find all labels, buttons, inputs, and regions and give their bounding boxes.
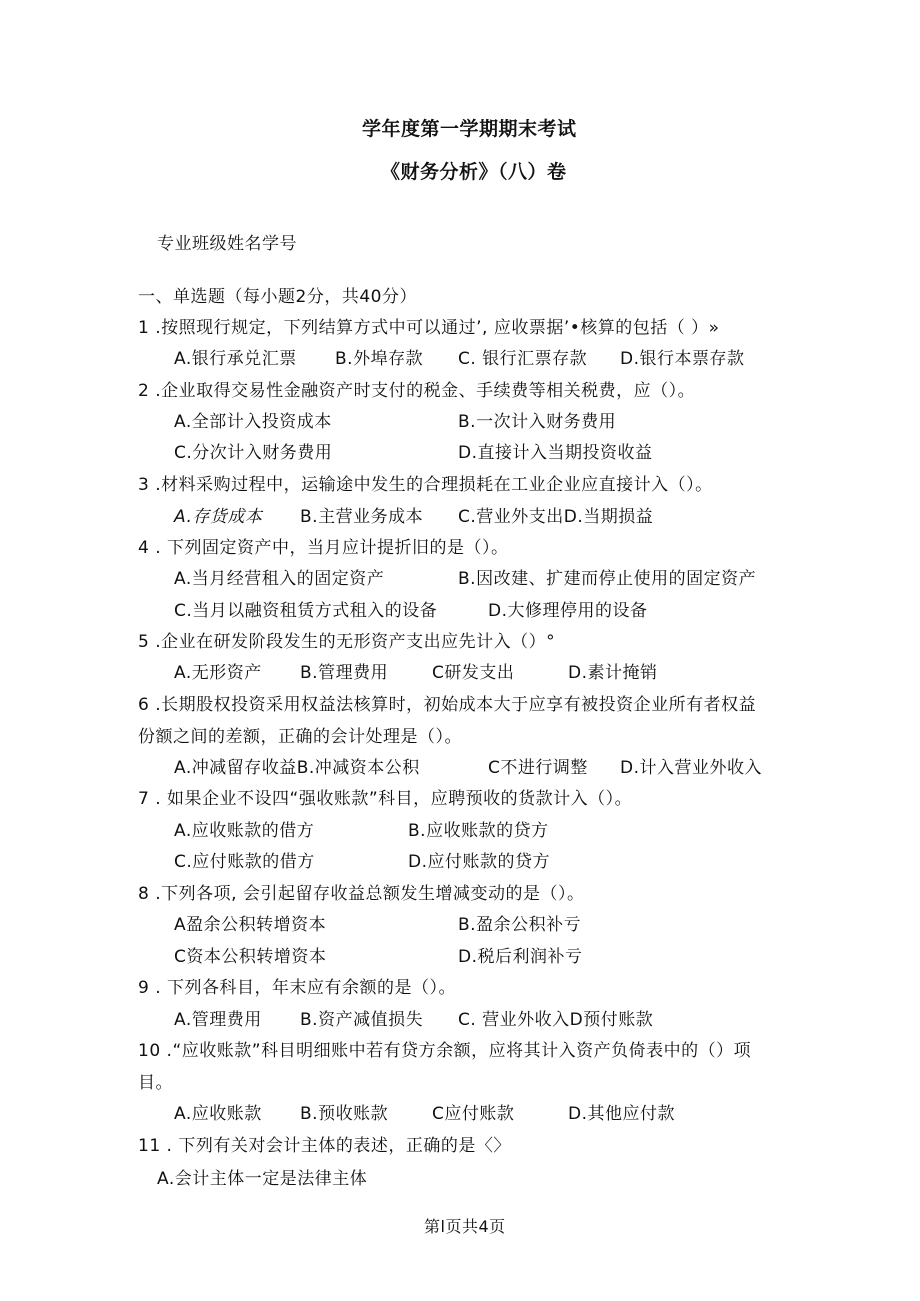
option-8b: B.盈余公积补亏 — [458, 915, 582, 935]
question-9 — [138, 977, 456, 999]
option-5d: D.素计掩销 — [568, 663, 658, 683]
option-1a: A.银行承兑汇票 — [174, 349, 297, 369]
question-text: .按照现行规定，下列结算方式中可以通过’, 应收票据’•核算的包括（ ）» — [155, 318, 720, 338]
option-10d: D.其他应付款 — [568, 1104, 675, 1124]
question-11 — [138, 1135, 511, 1157]
question-number: 2 — [138, 381, 150, 401]
question-6 — [138, 694, 756, 716]
option-9b: B.资产减值损失 — [300, 1010, 424, 1030]
question-number: 11 — [138, 1136, 161, 1156]
question-text: . 下列各科目，年末应有余额的是（）。 — [155, 978, 457, 998]
question-10 — [138, 1040, 751, 1062]
question-number: 5 — [138, 632, 150, 652]
question-text: .材料采购过程中，运输途中发生的合理损耗在工业企业应直接计入（）。 — [155, 475, 713, 495]
question-number: 9 — [138, 978, 150, 998]
question-8 — [138, 883, 584, 905]
option-6a: A.冲减留存收益B.冲减资本公积 — [174, 758, 420, 778]
option-10b: B.预收账款 — [300, 1104, 389, 1124]
question-text: .企业在研发阶段发生的无形资产支出应先计入（）° — [155, 632, 556, 652]
option-9a: A.管理费用 — [174, 1010, 262, 1030]
question-1 — [138, 317, 720, 339]
option-1d: D.银行本票存款 — [620, 349, 745, 369]
option-5c: C研发支出 — [432, 663, 515, 683]
question-10-continued: 目。 — [138, 1073, 173, 1093]
option-2d: D.直接计入当期投资收益 — [458, 443, 653, 463]
student-info: 专业班级姓名学号 — [157, 234, 297, 254]
option-1b: B.外埠存款 — [335, 349, 424, 369]
option-5a: A.无形资产 — [174, 663, 262, 683]
option-4d: D.大修理停用的设备 — [488, 601, 648, 621]
question-4 — [138, 537, 509, 559]
question-7 — [138, 788, 632, 810]
option-5b: B.管理费用 — [300, 663, 389, 683]
option-7b: B.应收账款的贷方 — [408, 821, 549, 841]
question-3 — [138, 474, 713, 496]
option-8c: C资本公积转增资本 — [174, 947, 327, 967]
option-4c: C.当月以融资租赁方式租入的设备 — [174, 601, 438, 621]
question-text: . 下列有关对会计主体的表述，正确的是〈〉 — [166, 1136, 511, 1156]
option-8d: D.税后利润补亏 — [458, 947, 583, 967]
exam-title: 学年度第一学期期末考试 — [362, 118, 577, 140]
option-7a: A.应收账款的借方 — [174, 821, 315, 841]
question-number: 4 — [138, 538, 150, 558]
question-number: 8 — [138, 884, 150, 904]
question-number: 6 — [138, 695, 150, 715]
option-4a: A.当月经营租入的固定资产 — [174, 569, 385, 589]
question-number: 3 — [138, 475, 150, 495]
option-6d: D.计入营业外收入 — [620, 758, 762, 778]
option-8a: A盈余公积转增资本 — [174, 915, 327, 935]
question-text: . 如果企业不设四“强收账款”科目，应聘预收的货款计入（）。 — [155, 789, 633, 809]
option-7c: C.应付账款的借方 — [174, 852, 315, 872]
option-1c: C. 银行汇票存款 — [458, 349, 588, 369]
option-2a: A.全部计入投资成本 — [174, 412, 332, 432]
section-heading: 一、单选题（每小题2分，共40分） — [138, 287, 417, 307]
question-6-continued: 份额之间的差额，正确的会计处理是（）。 — [138, 727, 462, 747]
option-10c: C应付账款 — [432, 1104, 515, 1124]
option-9c: C. 营业外收入D预付账款 — [458, 1010, 654, 1030]
exam-subtitle: 《财务分析》（八）卷 — [381, 161, 567, 183]
option-3c: C.营业外支出D.当期损益 — [458, 507, 654, 527]
question-text: . 下列固定资产中，当月应计提折旧的是（）。 — [155, 538, 509, 558]
option-3b: B.主营业务成本 — [300, 507, 424, 527]
option-2c: C.分次计入财务费用 — [174, 443, 333, 463]
option-3a: A.存货成本 — [174, 507, 263, 527]
option-10a: A.应收账款 — [174, 1104, 262, 1124]
option-11a: A.会计主体一定是法律主体 — [157, 1169, 368, 1189]
question-text: .“应收账款”科目明细账中若有贷方余额，应将其计入资产负倚表中的（）项 — [166, 1041, 752, 1061]
option-4b: B.因改建、扩建而停止使用的固定资产 — [458, 569, 757, 589]
question-text: .下列各项, 会引起留存收益总额发生增减变动的是（）。 — [155, 884, 585, 904]
page-footer: 第l页共4页 — [424, 1217, 506, 1236]
question-2 — [138, 380, 695, 402]
question-number: 7 — [138, 789, 150, 809]
question-text: .企业取得交易性金融资产时支付的税金、手续费等相关税费，应（）。 — [155, 381, 696, 401]
option-2b: B.一次计入财务费用 — [458, 412, 617, 432]
question-number: 1 — [138, 318, 150, 338]
question-number: 10 — [138, 1041, 161, 1061]
question-text: .长期股权投资采用权益法核算时，初始成本大于应享有被投资企业所有者权益 — [155, 695, 757, 715]
option-7d: D.应付账款的贷方 — [408, 852, 550, 872]
option-6c: C不进行调整 — [488, 758, 588, 778]
question-5 — [138, 631, 555, 653]
